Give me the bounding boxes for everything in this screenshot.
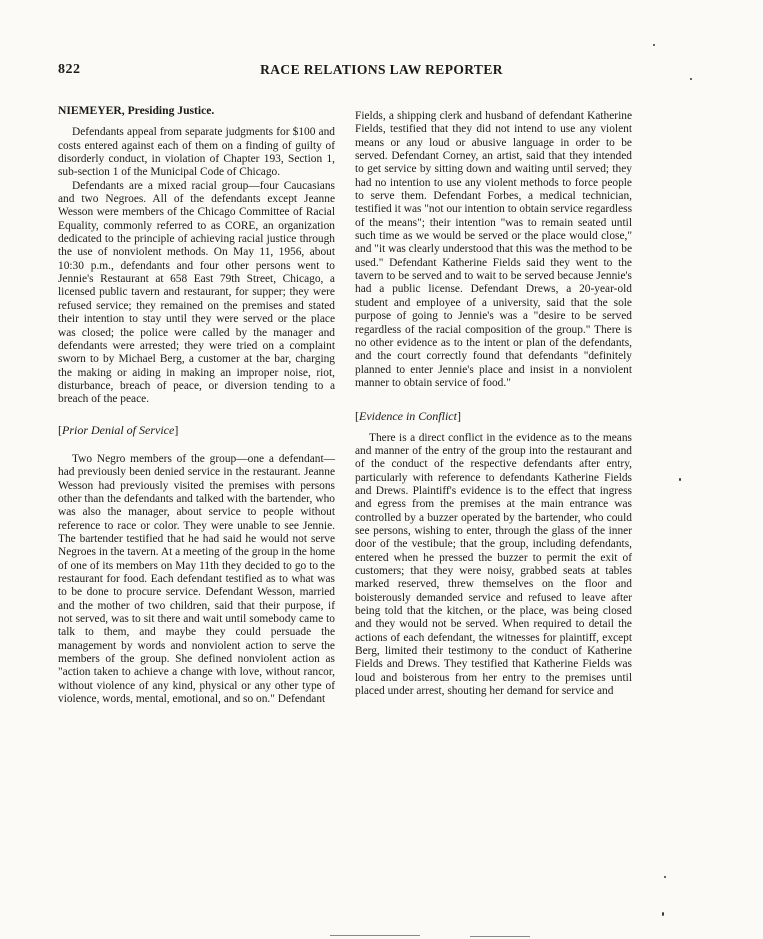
page-number: 822 [58, 62, 81, 77]
scan-edge-mark [330, 935, 420, 936]
scan-speck [679, 478, 681, 481]
section-heading-prior-denial [58, 424, 335, 437]
heading-text: Evidence in Conflict [359, 409, 457, 424]
heading-text: Prior Denial of Service [62, 422, 175, 437]
heading-open-bracket: [ [58, 422, 62, 437]
left-column [58, 104, 335, 706]
heading-close-bracket: ] [456, 409, 461, 424]
opinion-paragraph: Defendants appeal from separate judgments for $100 and costs entered against each of them on a finding of guilty of disorderly conduct, in violation of Chapter 193, Section 1, sub-section 1 of the Municipal Code of Chicago. [58, 126, 335, 179]
scan-speck [664, 876, 666, 878]
right-column [355, 110, 632, 698]
running-head: RACE RELATIONS LAW REPORTER [260, 62, 503, 77]
opinion-paragraph: Defendants are a mixed racial group—four Caucasians and two Negroes. All of the defendants except Jeanne Wesson were members of the Chicago Committee of Racial Equality, commonly referred to as CORE, an organization dedicated to the principle of achieving racial justice through the use of nonviolent methods. On May 11, 1956, about 10:30 p.m., defendants and four other persons went to Jennie's Restaurant at 658 East 79th Street, Chicago, a licensed public tavern and restaurant, for supper; they were refused service; they remained on the premises and stated their intention to stay until they were served or the place was closed; the police were called by the manager and defendants were arrested; they were tried on a complaint sworn to by Michael Berg, a customer at the bar, charging the making or aiding in making an improper noise, riot, disturbance, breach of peace, or diversion tending to a breach of the peace. [58, 179, 335, 406]
opinion-paragraph: Fields, a shipping clerk and husband of defendant Katherine Fields, testified that they did not intend to use any violent means or any loud or abusive language in order to be served. Defendant Corney, an artist, said that they intended to get service by sitting down and waiting until served; they had no intention to use any violent methods to force people to serve them. Defendant Forbes, a medical technician, testified it was "not our intention to obtain service regardless of the means"; their intention "was to remain seated until such time as we would be served or the place would close," and "it was clearly understood that this was the method to be used." Defendant Katherine Fields said they went to the tavern to be served and to wait to be served because Jennie's had a public license. Defendant Drews, a 20-year-old student and employee of a university, said that the sole purpose of going to Jennie's was a "desire to be served regardless of the racial composition of the group." There is no other evidence as to the intent or plan of the defendants, and the court correctly found that defendants "definitely planned to enter Jennie's place and insist in a nonviolent manner to obtain service of food." [355, 110, 633, 389]
presiding-justice: NIEMEYER, Presiding Justice. [58, 104, 215, 117]
scan-edge-mark [470, 936, 530, 937]
scan-speck [653, 44, 655, 46]
scan-speck [662, 912, 664, 916]
section-heading-evidence-conflict [355, 410, 632, 423]
scan-speck [690, 78, 692, 80]
opinion-paragraph: There is a direct conflict in the evidence as to the means and manner of the entry of the group into the restaurant and of the conduct of the respective defendants after entry, particularly with reference to defendants Katherine Fields and Drews. Plaintiff's evidence is to the effect that ingress and egress from the premises at the main entrance was controlled by a buzzer operated by the bartender, who could see persons, wishing to enter, through the glass of the inner door of the vestibule; that the group, including defendants, entered when he pressed the buzzer to permit the exit of customers; that they were noisy, grabbed seats at tables marked reserved, threw themselves on the floor and boisterously demanded service and refused to leave after being told that the kitchen, or the place, was being closed and they would not be served. When required to detail the actions of each defendant, the witnesses for plaintiff, except Berg, limited their testimony to the conduct of Katherine Fields and Drews. They testified that Katherine Fields was loud and boisterous from her entry to the premises until placed under arrest, shouting her demand for service and [355, 431, 632, 698]
opinion-paragraph: Two Negro members of the group—one a defendant—had previously been denied service in the restaurant. Jeanne Wesson had previously visited the premises with persons other than the defendants and talked with the bartender, who was also the manager, about service to people without reference to race or color. They were unable to see Jennie. The bartender testified that he had said he would not serve Negroes in the tavern. At a meeting of the group in the home of one of its members on May 11th they decided to go to the restaurant for food. Each defendant testified as to what was to be done to procure service. Defendant Wesson, married and the mother of two children, said that their purpose, if not served, was to sit there and wait until somebody came to talk to them, and maybe they could persuade the management by words and nonviolent action to serve the members of the group. She defined nonviolent action as "action taken to achieve a change with love, without rancor, without violence of any kind, physical or any other type of violence, words, mental, emotional, and so on." Defendant [58, 452, 335, 706]
heading-open-bracket: [ [355, 409, 359, 424]
heading-close-bracket: ] [174, 422, 179, 437]
